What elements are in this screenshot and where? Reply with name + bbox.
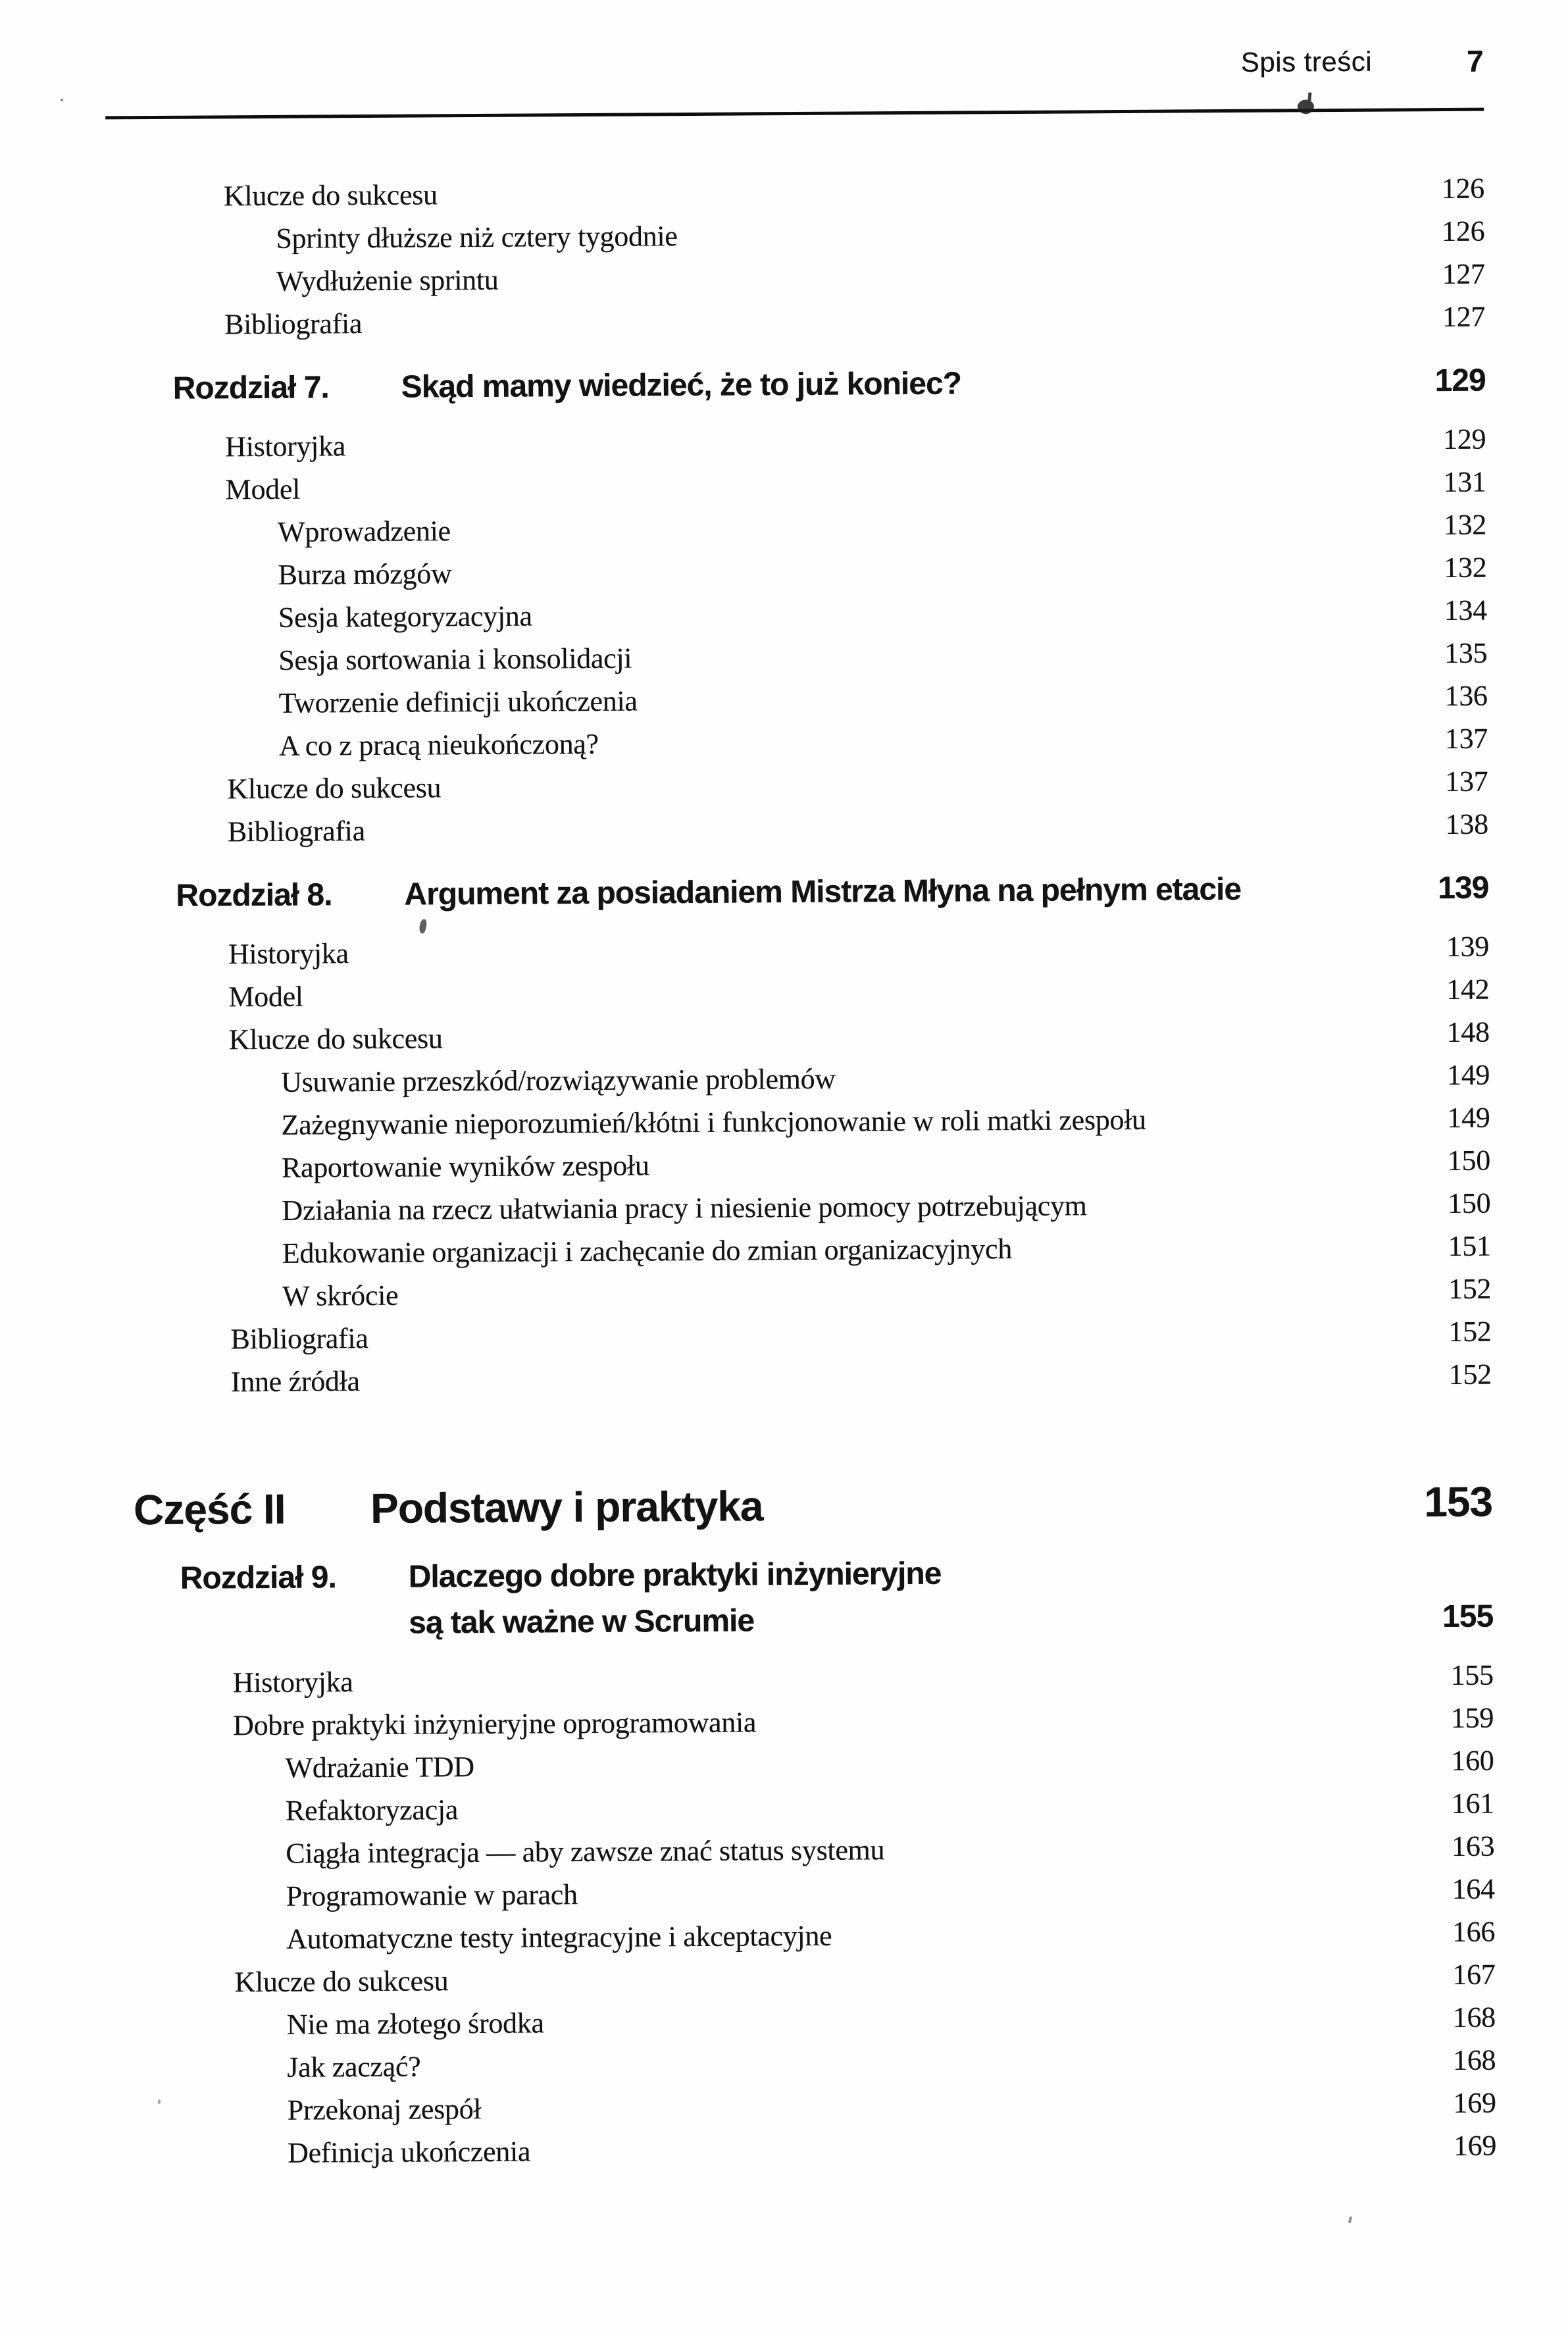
entry-page-number: 137 — [1444, 722, 1488, 756]
entry-title: Historyjka — [225, 430, 346, 463]
toc-entry — [113, 1353, 1492, 1404]
chapter-page-number: 155 — [1442, 1599, 1494, 1635]
toc-entry — [118, 2124, 1496, 2176]
entry-gap — [677, 210, 1442, 257]
entry-gap — [300, 461, 1444, 511]
entry-title: Tworzenie definicji ukończenia — [278, 684, 638, 719]
entry-title: Dobre praktyki inżynieryjne oprogramowania — [233, 1706, 757, 1742]
entry-page-number: 152 — [1448, 1358, 1492, 1391]
entry-title: Historyjka — [228, 937, 349, 971]
entry-page-number: 131 — [1443, 465, 1486, 499]
page-header-number: 7 — [1466, 43, 1484, 78]
entry-title: Definicja ukończenia — [287, 2135, 531, 2169]
entry-gap — [1086, 1182, 1448, 1227]
entry-page-number: 132 — [1443, 508, 1487, 542]
scanned-content — [105, 32, 1497, 2176]
entry-gap — [649, 1139, 1448, 1187]
entry-title: Edukowanie organizacji i zachęcanie do zmian organizacyjnych — [282, 1233, 1013, 1270]
entry-gap — [1012, 1225, 1448, 1270]
entry-gap — [836, 1054, 1448, 1100]
entry-page-number: 169 — [1453, 2129, 1497, 2162]
chapter-title: Dlaczego dobre praktyki inżynieryjne są tak ważne w Scrumie — [408, 1556, 942, 1641]
entry-title: Nie ma złotego środka — [286, 2007, 544, 2041]
entry-title: Sprinty dłuższe niż cztery tygodnie — [276, 220, 678, 255]
toc-chapter-heading — [107, 358, 1486, 413]
toc-chapter-heading — [114, 1548, 1494, 1649]
entry-title: Bibliografia — [230, 1322, 368, 1356]
entry-gap — [362, 295, 1442, 345]
entry-gap — [441, 760, 1445, 809]
entry-page-number: 136 — [1444, 679, 1488, 713]
entry-gap — [365, 803, 1446, 852]
entry-gap — [532, 589, 1444, 637]
entry-title: Wprowadzenie — [277, 515, 451, 548]
entry-page-number: 161 — [1451, 1787, 1495, 1820]
entry-page-number: 166 — [1452, 1915, 1496, 1948]
entry-title: Jak zacząć? — [287, 2050, 421, 2084]
part-label: Część II — [133, 1485, 286, 1534]
entry-gap — [438, 167, 1442, 216]
entry-title: Bibliografia — [224, 307, 363, 341]
entry-page-number: 139 — [1446, 930, 1490, 963]
entry-page-number: 148 — [1446, 1015, 1490, 1049]
part-gap — [763, 1475, 1424, 1532]
scan-speck — [1348, 2217, 1352, 2224]
entry-page-number: 150 — [1447, 1144, 1491, 1177]
toc-entry — [107, 295, 1485, 347]
entry-page-number: 132 — [1444, 551, 1487, 584]
entry-gap — [756, 1697, 1451, 1743]
entry-page-number: 160 — [1451, 1744, 1494, 1777]
entry-gap — [1146, 1096, 1448, 1141]
scan-speck — [158, 2099, 161, 2104]
entry-title: A co z pracą nieukończoną? — [278, 727, 599, 762]
entry-title: Usuwanie przeszkód/rozwiązywanie problemów — [281, 1062, 836, 1098]
entry-title: W skrócie — [282, 1279, 399, 1312]
entry-gap — [360, 1353, 1449, 1402]
entry-gap — [498, 253, 1442, 301]
entry-page-number: 149 — [1447, 1101, 1490, 1134]
chapter-gap — [961, 358, 1435, 407]
entry-gap — [530, 2124, 1454, 2173]
entry-title: Burza mózgów — [278, 557, 452, 591]
chapter-title: Argument za posiadaniem Mistrza Młyna na pełnym etacie — [404, 871, 1242, 912]
entry-page-number: 152 — [1448, 1272, 1492, 1305]
entry-gap — [481, 2082, 1454, 2130]
chapter-label: Rozdział 9. — [180, 1560, 336, 1596]
toc-part-heading — [114, 1475, 1492, 1537]
entry-page-number: 137 — [1445, 765, 1488, 798]
entry-title: Inne źródła — [230, 1365, 360, 1398]
chapter-label: Rozdział 8. — [176, 877, 332, 913]
entry-page-number: 169 — [1453, 2086, 1496, 2119]
entry-title: Ciągła integracja — aby zawsze znać status systemu — [286, 1834, 885, 1870]
entry-title: Klucze do sukcesu — [234, 1964, 449, 1999]
entry-title: Przekonaj zespół — [287, 2092, 482, 2126]
entry-gap — [451, 503, 1444, 552]
entry-gap — [353, 1654, 1450, 1703]
entry-title: Sesja sortowania i konsolidacji — [278, 642, 632, 677]
chapter-gap — [941, 1548, 1442, 1643]
entry-page-number: 127 — [1442, 257, 1485, 291]
entry-title: Bibliografia — [227, 815, 366, 848]
entry-page-number: 138 — [1445, 808, 1488, 841]
toc-list — [106, 167, 1497, 2176]
entry-gap — [368, 1310, 1448, 1360]
entry-title: Zażegnywanie nieporozumień/kłótni i funkcjonowanie w roli matki zespołu — [281, 1103, 1146, 1141]
entry-gap — [451, 546, 1444, 595]
entry-page-number: 168 — [1452, 2001, 1496, 2034]
entry-page-number: 127 — [1442, 300, 1486, 334]
entry-title: Klucze do sukcesu — [227, 771, 442, 806]
chapter-page-number: 129 — [1434, 363, 1486, 399]
chapter-title: Skąd mamy wiedzieć, że to już koniec? — [401, 366, 962, 405]
entry-gap — [448, 1953, 1452, 2002]
entry-page-number: 134 — [1444, 594, 1487, 627]
scan-speck — [61, 99, 63, 101]
entry-title: Automatyczne testy integracyjne i akceptacyjne — [286, 1919, 832, 1955]
entry-gap — [345, 418, 1443, 467]
entry-gap — [458, 1782, 1452, 1831]
entry-page-number: 163 — [1452, 1830, 1495, 1862]
entry-page-number: 129 — [1442, 423, 1486, 456]
entry-title: Refaktoryzacja — [285, 1793, 459, 1827]
entry-title: Wydłużenie sprintu — [276, 263, 499, 297]
toc-entry — [110, 803, 1488, 854]
part-page-number: 153 — [1424, 1477, 1493, 1526]
entry-gap — [884, 1825, 1452, 1871]
page-header-title: Spis treści — [1240, 45, 1373, 78]
entry-gap — [578, 1868, 1452, 1916]
entry-title: Historyjka — [232, 1666, 353, 1699]
entry-title: Model — [228, 980, 303, 1014]
header-rule — [105, 108, 1484, 120]
entry-title: Sesja kategoryzacyjna — [278, 600, 532, 634]
entry-title: Raportowanie wyników zespołu — [281, 1149, 649, 1184]
entry-gap — [398, 1268, 1448, 1317]
scan-smudge — [1296, 97, 1316, 116]
entry-page-number: 150 — [1448, 1187, 1491, 1219]
toc-chapter-heading — [110, 865, 1488, 920]
entry-gap — [303, 968, 1447, 1018]
entry-page-number: 126 — [1442, 215, 1485, 248]
entry-page-number: 151 — [1448, 1229, 1491, 1262]
entry-page-number: 126 — [1441, 172, 1485, 205]
entry-page-number: 135 — [1444, 636, 1488, 670]
entry-title: Model — [225, 473, 301, 506]
entry-gap — [632, 632, 1444, 680]
part-title: Podstawy i praktyka — [370, 1482, 763, 1533]
entry-title: Klucze do sukcesu — [228, 1022, 443, 1056]
entry-page-number: 149 — [1446, 1058, 1490, 1092]
chapter-gap — [1241, 865, 1438, 913]
page-header — [105, 32, 1484, 87]
entry-title: Klucze do sukcesu — [223, 178, 438, 213]
entry-gap — [442, 1011, 1446, 1060]
entry-page-number: 142 — [1446, 973, 1490, 1006]
chapter-page-number: 139 — [1438, 870, 1489, 906]
entry-page-number: 159 — [1450, 1701, 1494, 1734]
entry-title: Wdrażanie TDD — [285, 1751, 474, 1784]
entry-gap — [599, 717, 1446, 765]
entry-page-number: 167 — [1452, 1958, 1496, 1991]
entry-title: Działania na rzecz ułatwiania pracy i niesienie pomocy potrzebującym — [282, 1189, 1087, 1227]
entry-page-number: 168 — [1453, 2043, 1496, 2076]
entry-gap — [474, 1739, 1452, 1788]
entry-gap — [420, 2039, 1453, 2088]
entry-gap — [637, 675, 1444, 722]
entry-title: Programowanie w parach — [286, 1878, 578, 1912]
chapter-label: Rozdział 7. — [172, 370, 329, 406]
entry-gap — [349, 925, 1446, 975]
entry-page-number: 164 — [1452, 1872, 1495, 1905]
entry-gap — [544, 1996, 1453, 2044]
entry-page-number: 152 — [1448, 1315, 1492, 1348]
entry-gap — [832, 1911, 1452, 1957]
entry-page-number: 155 — [1450, 1658, 1494, 1691]
